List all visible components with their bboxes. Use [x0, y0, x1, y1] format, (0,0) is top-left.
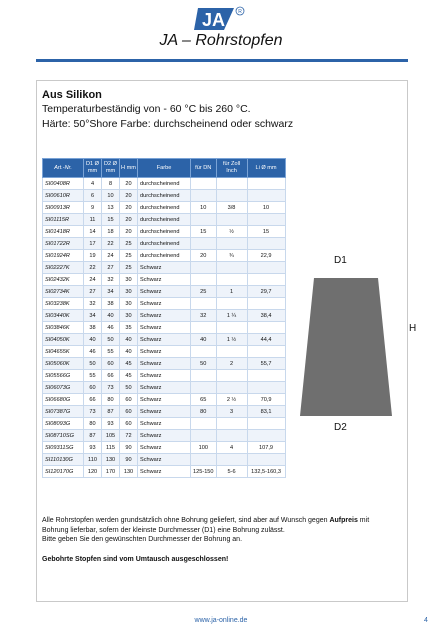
table-cell: 60	[120, 394, 138, 406]
table-cell	[247, 370, 285, 382]
ja-logo	[194, 6, 246, 32]
table-cell: 20	[120, 202, 138, 214]
temperature-text: Temperaturbeständig von - 60 °C bis 260 °C.	[42, 103, 251, 115]
table-cell	[247, 178, 285, 190]
table-cell: 66	[102, 370, 120, 382]
table-row	[43, 250, 286, 262]
table-cell: 45	[120, 358, 138, 370]
table-cell: SI09311SG	[43, 442, 84, 454]
table-cell: 120	[84, 466, 102, 478]
table-cell	[216, 238, 247, 250]
cone-shape	[300, 278, 392, 416]
table-cell: 50	[191, 358, 217, 370]
table-row	[43, 178, 286, 190]
spec-table	[42, 158, 286, 478]
table-cell: 1 ¼	[216, 310, 247, 322]
table-cell: 60	[84, 382, 102, 394]
table-cell	[191, 178, 217, 190]
table-cell: ¾	[216, 250, 247, 262]
table-cell: ½	[216, 226, 247, 238]
table-row	[43, 262, 286, 274]
hardness-text: Härte: 50°Shore Farbe: durchscheinend oder schwarz	[42, 118, 294, 130]
table-cell: Schwarz	[138, 442, 191, 454]
table-cell: SI03440K	[43, 310, 84, 322]
logo-text: JA	[202, 10, 226, 30]
table-row	[43, 238, 286, 250]
table-cell	[191, 262, 217, 274]
table-cell: 87	[102, 406, 120, 418]
table-cell: 66	[84, 394, 102, 406]
table-cell: 38	[84, 322, 102, 334]
table-cell: 15	[191, 226, 217, 238]
exchange-warning: Gebohrte Stopfen sind vom Umtausch ausgeschlossen!	[42, 556, 229, 563]
drilling-note	[42, 516, 402, 545]
table-cell: 72	[120, 430, 138, 442]
table-row	[43, 442, 286, 454]
table-cell: 60	[120, 406, 138, 418]
table-cell	[216, 418, 247, 430]
table-cell	[216, 322, 247, 334]
note-line2: Bohrung lieferbar, sofern der kleinste Durchmesser (D1) eine Bohrung zulässt.	[42, 526, 285, 534]
table-cell: 100	[191, 442, 217, 454]
table-cell: 87	[84, 430, 102, 442]
table-cell: 9	[84, 202, 102, 214]
table-cell: 35	[120, 322, 138, 334]
table-cell: 55,7	[247, 358, 285, 370]
table-cell	[216, 454, 247, 466]
table-cell: 34	[84, 310, 102, 322]
table-cell	[191, 454, 217, 466]
table-cell	[247, 346, 285, 358]
table-cell: 34	[102, 286, 120, 298]
table-cell: 170	[102, 466, 120, 478]
table-cell: Schwarz	[138, 310, 191, 322]
table-cell: 20	[120, 190, 138, 202]
table-cell: SI05566G	[43, 370, 84, 382]
table-row	[43, 322, 286, 334]
table-cell: 30	[120, 310, 138, 322]
table-row	[43, 346, 286, 358]
table-cell	[191, 298, 217, 310]
table-cell: 30	[120, 274, 138, 286]
table-cell	[247, 190, 285, 202]
table-cell	[247, 238, 285, 250]
table-cell: SI02432K	[43, 274, 84, 286]
column-header: H mm	[120, 159, 138, 178]
column-header: für Zoll Inch	[216, 159, 247, 178]
table-cell: 25	[120, 250, 138, 262]
h-label: H	[409, 323, 417, 334]
table-cell: 130	[120, 466, 138, 478]
table-cell: 1 ½	[216, 334, 247, 346]
table-cell: 32	[191, 310, 217, 322]
page-title: JA – Rohrstopfen	[159, 32, 283, 49]
table-cell: 38,4	[247, 310, 285, 322]
table-cell: 50	[84, 358, 102, 370]
table-cell	[191, 418, 217, 430]
table-cell	[247, 322, 285, 334]
note-line1-text: Alle Rohrstopfen werden grundsätzlich ohne Bohrung geliefert, sind aber auf Wunsch gegen	[42, 517, 330, 524]
table-cell: 4	[216, 442, 247, 454]
table-cell: 115	[102, 442, 120, 454]
table-cell: 70,9	[247, 394, 285, 406]
table-cell: 40	[191, 334, 217, 346]
plug-diagram	[300, 248, 420, 438]
table-row	[43, 466, 286, 478]
section-heading: Aus Silikon	[42, 89, 102, 101]
page-number: 4	[424, 617, 428, 624]
table-cell: 40	[84, 334, 102, 346]
table-cell: 25	[120, 238, 138, 250]
table-row	[43, 370, 286, 382]
table-cell: 50	[120, 382, 138, 394]
column-header: D1 Ø mm	[84, 159, 102, 178]
table-cell: 10	[102, 190, 120, 202]
table-cell: 4	[84, 178, 102, 190]
table-cell: Schwarz	[138, 358, 191, 370]
table-cell: 40	[120, 334, 138, 346]
table-cell	[247, 454, 285, 466]
table-cell: 55	[84, 370, 102, 382]
table-row	[43, 226, 286, 238]
table-row	[43, 334, 286, 346]
table-cell: 30	[120, 298, 138, 310]
table-cell	[247, 418, 285, 430]
table-cell	[216, 178, 247, 190]
table-cell: 45	[120, 370, 138, 382]
table-cell: SI04050K	[43, 334, 84, 346]
table-cell: 2	[216, 358, 247, 370]
title-divider	[36, 59, 408, 62]
table-cell: 65	[191, 394, 217, 406]
table-row	[43, 394, 286, 406]
table-cell: 24	[102, 250, 120, 262]
table-cell: 90	[120, 442, 138, 454]
table-cell: 3	[216, 406, 247, 418]
table-cell: 130	[102, 454, 120, 466]
table-cell: Schwarz	[138, 286, 191, 298]
table-cell: durchscheinend	[138, 178, 191, 190]
table-cell	[216, 190, 247, 202]
table-cell: Schwarz	[138, 370, 191, 382]
table-cell: 10	[191, 202, 217, 214]
table-cell: 80	[84, 418, 102, 430]
table-cell: SI120170G	[43, 466, 84, 478]
table-cell: SI05060K	[43, 358, 84, 370]
table-cell: 5-6	[216, 466, 247, 478]
table-cell: 46	[102, 322, 120, 334]
table-cell: 132,5-160,3	[247, 466, 285, 478]
table-cell: 20	[120, 178, 138, 190]
table-cell: durchscheinend	[138, 190, 191, 202]
table-cell: SI00913R	[43, 202, 84, 214]
table-cell: Schwarz	[138, 466, 191, 478]
table-cell: Schwarz	[138, 454, 191, 466]
table-cell	[247, 274, 285, 286]
footer-url[interactable]: www.ja-online.de	[194, 617, 248, 624]
table-cell	[216, 262, 247, 274]
d2-label: D2	[334, 422, 347, 433]
table-cell: 55	[102, 346, 120, 358]
table-cell: Schwarz	[138, 334, 191, 346]
table-cell: Schwarz	[138, 382, 191, 394]
table-cell: 10	[247, 202, 285, 214]
table-cell: 38	[102, 298, 120, 310]
table-row	[43, 418, 286, 430]
table-cell: 125-150	[191, 466, 217, 478]
table-cell	[191, 274, 217, 286]
table-cell: Schwarz	[138, 430, 191, 442]
table-cell: 14	[84, 226, 102, 238]
column-header: Farbe	[138, 159, 191, 178]
table-cell: 40	[102, 310, 120, 322]
table-cell: 13	[102, 202, 120, 214]
table-cell: 90	[120, 454, 138, 466]
table-cell: SI06073G	[43, 382, 84, 394]
table-cell: SI110130G	[43, 454, 84, 466]
table-cell: 20	[191, 250, 217, 262]
table-cell	[247, 430, 285, 442]
table-cell	[247, 298, 285, 310]
table-cell: 22	[84, 262, 102, 274]
table-cell: 73	[84, 406, 102, 418]
column-header: für DN	[191, 159, 217, 178]
table-cell: 25	[120, 262, 138, 274]
table-cell: 50	[102, 334, 120, 346]
table-cell: 46	[84, 346, 102, 358]
table-cell: Schwarz	[138, 322, 191, 334]
table-cell	[216, 382, 247, 394]
table-cell: Schwarz	[138, 346, 191, 358]
table-cell: durchscheinend	[138, 214, 191, 226]
table-cell: SI00408R	[43, 178, 84, 190]
table-cell: 25	[191, 286, 217, 298]
table-cell	[191, 238, 217, 250]
table-row	[43, 430, 286, 442]
table-cell: 32	[102, 274, 120, 286]
table-cell	[191, 190, 217, 202]
table-cell	[191, 346, 217, 358]
table-row	[43, 202, 286, 214]
table-cell: SI08710SG	[43, 430, 84, 442]
table-cell: 3/8	[216, 202, 247, 214]
table-row	[43, 274, 286, 286]
table-cell: SI06680G	[43, 394, 84, 406]
table-cell: SI01418R	[43, 226, 84, 238]
table-cell: durchscheinend	[138, 226, 191, 238]
table-cell: 18	[102, 226, 120, 238]
table-cell: SI07387G	[43, 406, 84, 418]
table-cell: Schwarz	[138, 274, 191, 286]
table-cell: 24	[84, 274, 102, 286]
table-cell	[191, 382, 217, 394]
table-cell: 8	[102, 178, 120, 190]
table-cell	[191, 430, 217, 442]
column-header: Li Ø mm	[247, 159, 285, 178]
column-header: Art.-Nr.	[43, 159, 84, 178]
table-cell: 27	[84, 286, 102, 298]
table-cell: 1	[216, 286, 247, 298]
table-cell: SI01722R	[43, 238, 84, 250]
table-cell	[247, 382, 285, 394]
table-cell: 29,7	[247, 286, 285, 298]
table-cell: SI03238K	[43, 298, 84, 310]
table-cell: durchscheinend	[138, 202, 191, 214]
table-cell: SI02734K	[43, 286, 84, 298]
note-surcharge: Aufpreis	[329, 517, 358, 524]
table-cell: 20	[120, 226, 138, 238]
table-cell: 32	[84, 298, 102, 310]
table-header-row	[43, 159, 286, 178]
table-cell: 110	[84, 454, 102, 466]
d1-label: D1	[334, 255, 347, 266]
table-cell	[191, 214, 217, 226]
table-cell: 19	[84, 250, 102, 262]
table-cell: 17	[84, 238, 102, 250]
table-cell: 83,1	[247, 406, 285, 418]
cone-graphic	[300, 248, 420, 438]
table-cell: Schwarz	[138, 298, 191, 310]
table-cell	[216, 346, 247, 358]
table-cell	[216, 214, 247, 226]
table-cell: SI02227K	[43, 262, 84, 274]
table-cell: 11	[84, 214, 102, 226]
note-line1-end: mit	[357, 517, 370, 524]
table-row	[43, 382, 286, 394]
table-cell: Schwarz	[138, 406, 191, 418]
table-cell: 80	[191, 406, 217, 418]
table-cell	[216, 298, 247, 310]
table-cell: 27	[102, 262, 120, 274]
table-cell: 22	[102, 238, 120, 250]
svg-text:R: R	[238, 9, 242, 15]
table-cell	[216, 274, 247, 286]
table-cell: 40	[120, 346, 138, 358]
table-cell: 6	[84, 190, 102, 202]
table-cell: 60	[120, 418, 138, 430]
table-cell: 80	[102, 394, 120, 406]
table-cell: 60	[102, 358, 120, 370]
table-cell: Schwarz	[138, 418, 191, 430]
table-cell: 73	[102, 382, 120, 394]
table-row	[43, 214, 286, 226]
table-body	[43, 178, 286, 478]
table-cell	[216, 430, 247, 442]
table-cell: SI08093G	[43, 418, 84, 430]
table-cell: SI00610R	[43, 190, 84, 202]
table-cell: 2 ½	[216, 394, 247, 406]
table-cell	[191, 370, 217, 382]
table-cell: 44,4	[247, 334, 285, 346]
table-cell: 30	[120, 286, 138, 298]
table-cell	[247, 262, 285, 274]
table-cell	[191, 322, 217, 334]
table-row	[43, 286, 286, 298]
note-line3: Bitte geben Sie den gewünschten Durchmesser der Bohrung an.	[42, 536, 243, 543]
table-cell	[216, 370, 247, 382]
table-cell: 105	[102, 430, 120, 442]
table-cell: durchscheinend	[138, 238, 191, 250]
table-cell: 15	[102, 214, 120, 226]
table-row	[43, 358, 286, 370]
table-row	[43, 406, 286, 418]
table-row	[43, 298, 286, 310]
table-cell: SI04655K	[43, 346, 84, 358]
table-cell: durchscheinend	[138, 250, 191, 262]
table-cell: 15	[247, 226, 285, 238]
column-header: D2 Ø mm	[102, 159, 120, 178]
table-cell: SI01924R	[43, 250, 84, 262]
table-cell: Schwarz	[138, 262, 191, 274]
table-cell: 93	[102, 418, 120, 430]
table-cell: 20	[120, 214, 138, 226]
table-cell: 22,9	[247, 250, 285, 262]
table-cell: Schwarz	[138, 394, 191, 406]
table-row	[43, 454, 286, 466]
table-cell: SI03846K	[43, 322, 84, 334]
table-cell	[247, 214, 285, 226]
table-cell: 107,9	[247, 442, 285, 454]
table-row	[43, 310, 286, 322]
table-row	[43, 190, 286, 202]
table-cell: 93	[84, 442, 102, 454]
table-cell: SI01115R	[43, 214, 84, 226]
